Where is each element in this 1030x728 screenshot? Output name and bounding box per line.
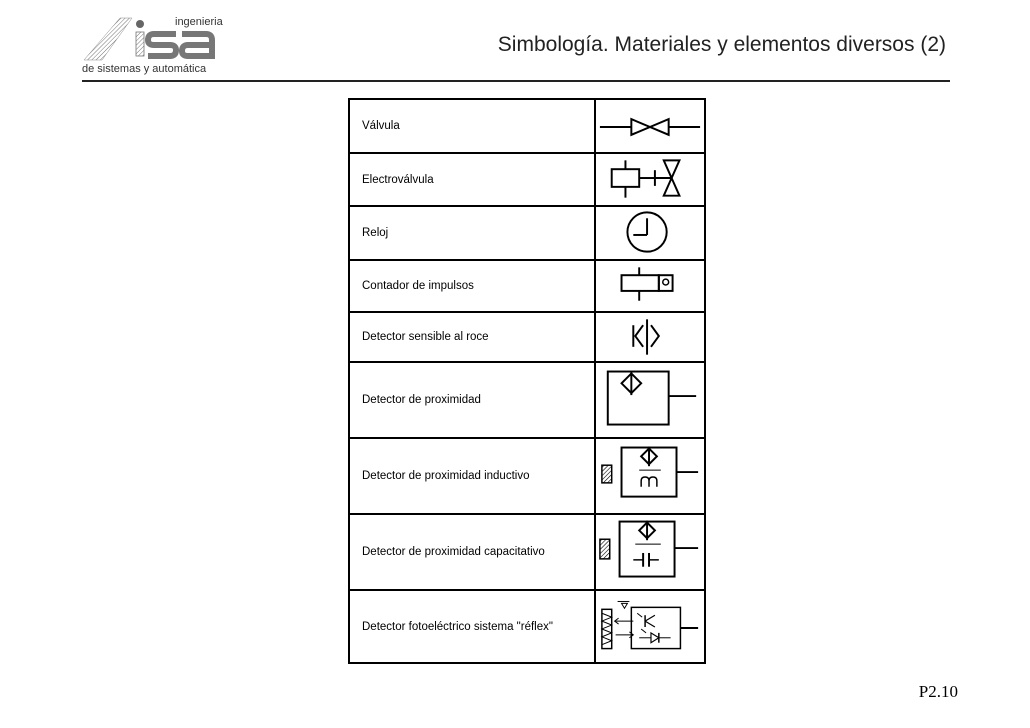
row-label: Contador de impulsos [362, 280, 474, 292]
solenoid-valve-icon [596, 154, 704, 205]
row-label: Detector fotoeléctrico sistema "réflex" [362, 620, 553, 633]
capacitive-detector-icon [596, 515, 704, 589]
table-row [350, 154, 704, 205]
page-number: P2.10 [918, 682, 958, 701]
row-label: Detector de proximidad inductivo [362, 470, 530, 482]
clock-icon [596, 207, 704, 259]
table-row [350, 439, 704, 513]
table-row [350, 591, 704, 662]
row-label: Válvula [362, 120, 400, 132]
logo-top-text: ingenieria [175, 16, 223, 28]
page-title: Simbología. Materiales y elementos diversos (2) [497, 33, 946, 56]
pulse-counter-icon [596, 261, 704, 311]
table-row [350, 207, 704, 259]
table-row [350, 363, 704, 437]
touch-sensor-icon [596, 313, 704, 361]
photoelectric-reflex-icon [596, 591, 704, 662]
table-row [350, 515, 704, 589]
inductive-detector-icon [596, 439, 704, 513]
table-row [350, 100, 704, 152]
valve-icon [596, 100, 704, 152]
table-row [350, 313, 704, 361]
table-row [350, 261, 704, 311]
header-rule [82, 80, 950, 82]
row-label: Detector de proximidad capacitativo [362, 546, 545, 558]
proximity-detector-icon [596, 363, 704, 437]
logo-bottom-text: de sistemas y automática [82, 63, 207, 75]
row-label: Detector de proximidad [362, 394, 481, 406]
row-label: Detector sensible al roce [362, 331, 489, 343]
row-label: Electroválvula [362, 173, 434, 186]
row-label: Reloj [362, 227, 389, 239]
symbol-table [348, 98, 706, 664]
